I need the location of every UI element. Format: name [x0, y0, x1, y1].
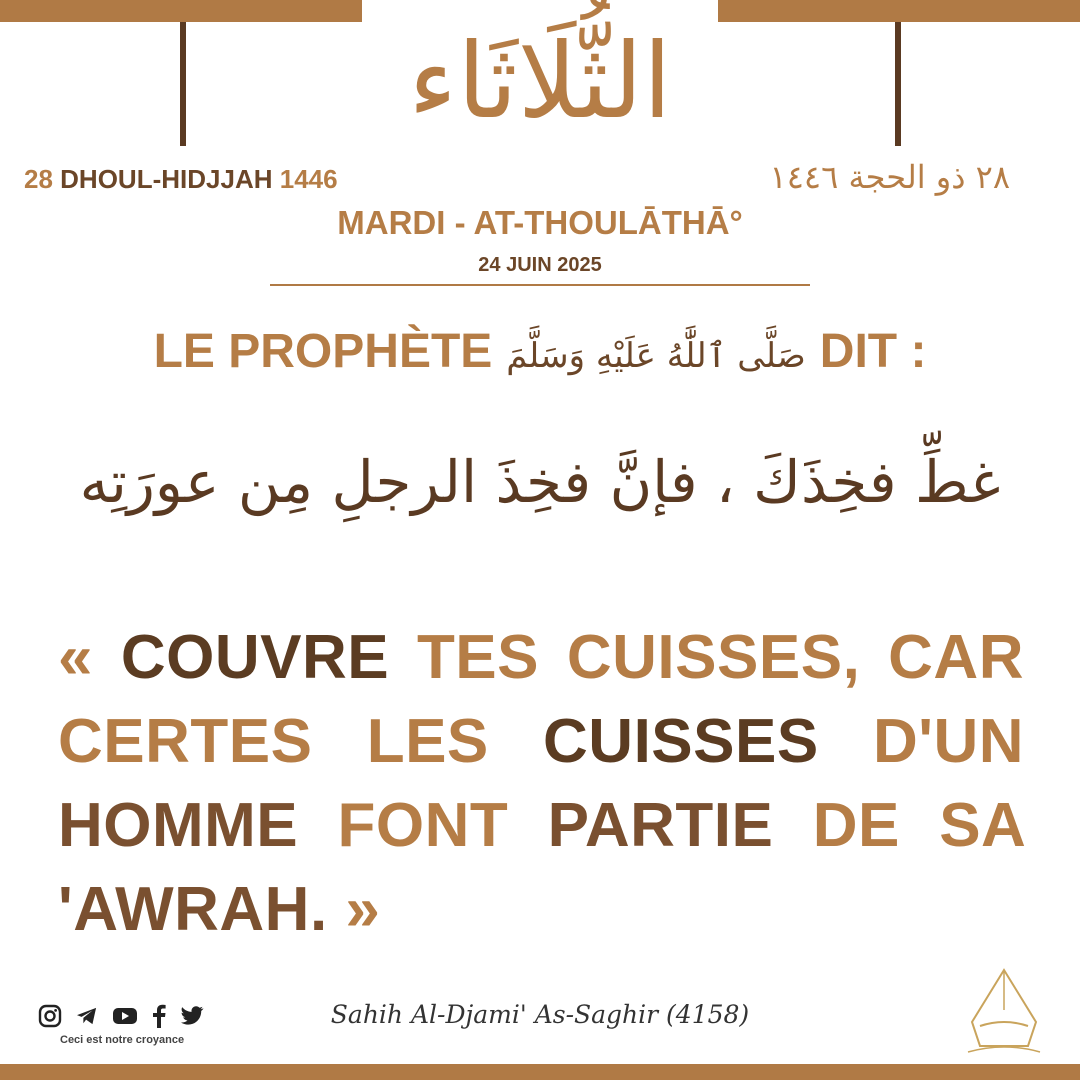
hijri-year: 1446 — [279, 164, 338, 194]
hijri-month: DHOUL-HIDJJAH — [60, 164, 273, 194]
speaker-line — [0, 324, 1080, 379]
hijri-day: 28 — [24, 164, 53, 194]
top-right-bar — [718, 0, 1080, 22]
quote-word: 'AWRAH. — [58, 875, 328, 944]
hadith-arabic: غطِّ فخِذَكَ ، فإنَّ فخِذَ الرجلِ مِن عورَتِه — [79, 448, 1001, 516]
quote-word: » — [345, 875, 381, 944]
left-vertical-line — [180, 22, 186, 146]
quote-word: DE — [812, 791, 900, 860]
quote-word: HOMME — [58, 791, 299, 860]
right-vertical-line — [895, 22, 901, 146]
quote-word: CERTES — [58, 707, 313, 776]
tagline: Ceci est notre croyance — [60, 1034, 185, 1046]
quote-word: SA — [939, 791, 1025, 860]
hijri-date-latin — [24, 164, 338, 195]
hijri-date-arabic: ٢٨ ذو الحجة ١٤٤٦ — [769, 158, 1010, 196]
quote-word: LES — [366, 707, 489, 776]
quote-word: FONT — [337, 791, 509, 860]
top-left-bar — [0, 0, 362, 22]
quote-word: CAR — [888, 623, 1024, 692]
speaker-prefix: LE PROPHÈTE — [153, 325, 493, 378]
speaker-suffix: DIT : — [819, 325, 927, 378]
quote-word: PARTIE — [547, 791, 774, 860]
hadith-source: Sahih Al-Djami' As-Saghir (4158) — [330, 1000, 750, 1029]
bottom-bar — [0, 1064, 1080, 1080]
day-name: MARDI - AT-THOULĀTHĀ° — [337, 204, 743, 241]
logo — [964, 966, 1044, 1061]
salutation: صَلَّى ٱللَّٰهُ عَلَيْهِ وَسَلَّمَ — [506, 336, 806, 376]
quote-word: COUVRE — [120, 623, 390, 692]
quote-word: CUISSES, — [566, 623, 861, 692]
quote-word: D'UN — [872, 707, 1025, 776]
hadith-translation — [58, 616, 1024, 952]
quote-word: CUISSES — [543, 707, 819, 776]
divider — [270, 284, 810, 286]
gregorian-date: 24 JUIN 2025 — [478, 254, 602, 276]
arabic-day-title: الثُّلَاثَاء — [408, 20, 672, 142]
quote-word: TES — [416, 623, 540, 692]
quote-word: « — [58, 623, 93, 692]
